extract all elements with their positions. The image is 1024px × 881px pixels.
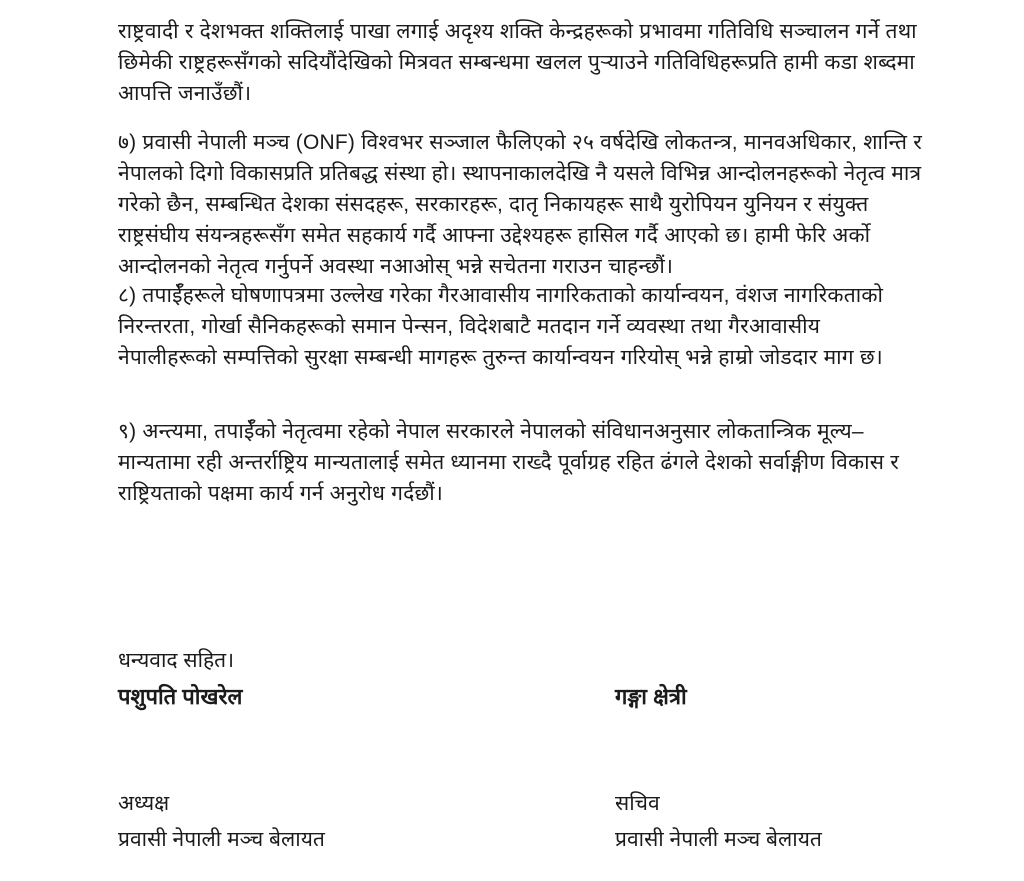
paragraph-intro: राष्ट्रवादी र देशभक्त शक्तिलाई पाखा लगाई अदृश्य शक्ति केन्द्रहरूको प्रभावमा गतिविधि सञ्चालन गर्ने तथा छिमेकी राष्ट्रहरूसँगको सदियौंदेखिको मित्रवत सम्बन्धमा खलल पुऱ्याउने गतिविधिहरूप्रति हामी कडा शब्दमा आपत्ति जनाउँछौं। <box>118 20 917 105</box>
paragraph-9: ९) अन्त्यमा, तपाईँको नेतृत्वमा रहेको नेपाल सरकारले नेपालको संविधानअनुसार लोकतान्त्रिक मूल्य–मान्यतामा रही अन्तर्राष्ट्रिय मान्यतालाई समेत ध्यानमा राख्दै पूर्वाग्रह रहित ढंगले देशको सर्वाङ्गीण विकास र राष्ट्रियताको पक्षमा कार्य गर्न अनुरोध गर्दछौं। <box>118 420 900 505</box>
paragraph-8: ८) तपाईँहरूले घोषणापत्रमा उल्लेख गरेका गैरआवासीय नागरिकताको कार्यान्वयन, वंशज नागरिकताको निरन्तरता, गोर्खा सैनिकहरूको समान पेन्सन, विदेशबाटै मतदान गर्ने व्यवस्था तथा गैरआवासीय नेपालीहरूको सम्पत्तिको सुरक्षा सम्बन्धी मागहरू तुरुन्त कार्यान्वयन गरियोस् भन्ने हाम्रो जोडदार माग छ। <box>118 284 884 369</box>
signatory-name-chairman: पशुपति पोखरेल <box>118 684 243 709</box>
signatory-organization-chairman: प्रवासी नेपाली मञ्च बेलायत <box>118 828 325 851</box>
closing-thanks-line: धन्यवाद सहित। <box>118 649 235 672</box>
signatory-organization-secretary: प्रवासी नेपाली मञ्च बेलायत <box>615 828 822 851</box>
signatory-name-secretary: गङ्गा क्षेत्री <box>615 684 687 709</box>
signature-block-chairman <box>118 786 325 858</box>
paragraph-7: ७) प्रवासी नेपाली मञ्च (ONF) विश्वभर सञ्जाल फैलिएको २५ वर्षदेखि लोकतन्त्र, मानवअधिकार, शान्ति र नेपालको दिगो विकासप्रति प्रतिबद्ध संस्था हो। स्थापनाकालदेखि नै यसले विभिन्न आन्दोलनहरूको नेतृत्व मात्र गरेको छैन, सम्बन्धित देशका संसदहरू, सरकारहरू, दातृ निकायहरू साथै युरोपियन युनियन र संयुक्त राष्ट्रसंघीय संयन्त्रहरूसँग समेत सहकार्य गर्दै आफ्ना उद्देश्यहरू हासिल गर्दै आएको छ। हामी फेरि अर्को आन्दोलनको नेतृत्व गर्नुपर्ने अवस्था नआओस् भन्ने सचेतना गराउन चाहन्छौं। <box>118 131 923 278</box>
signatory-role-secretary: सचिव <box>615 792 660 815</box>
signatory-role-chairman: अध्यक्ष <box>118 792 170 815</box>
signature-block-secretary <box>615 786 822 858</box>
